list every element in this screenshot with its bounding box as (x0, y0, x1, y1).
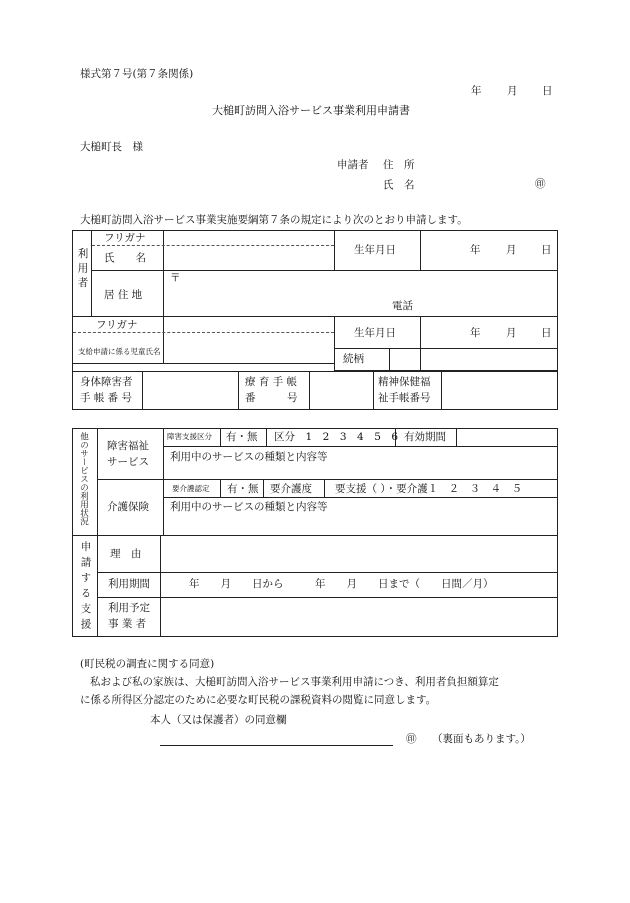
welfare-label-2: サービス (107, 456, 149, 468)
applicant-address-label: 住 所 (383, 159, 415, 171)
ryoiku-notebook-label-2: 番 号 (245, 392, 298, 404)
reason-label: 理 由 (110, 548, 142, 560)
user-residence-label: 居 住 地 (104, 289, 143, 301)
user-side-label: 利用者 (76, 248, 89, 292)
relation-label: 続柄 (343, 353, 364, 365)
ryoiku-notebook-label-1: 療 育 手 帳 (245, 376, 298, 388)
seal-mark: ㊞ (535, 178, 546, 190)
services-side-label: 他のサービスの利用状況 (78, 432, 89, 526)
user-birth-label: 生年月日 (354, 244, 396, 256)
user-name-label: 氏 名 (104, 252, 146, 264)
consent-body-line-1: 私および私の家族は、大槌町訪問入浴サービス事業利用申請につき、利用者負担額算定 (90, 676, 499, 688)
physical-notebook-label-2: 手 帳 番 号 (80, 392, 133, 404)
document-title: 大槌町訪問入浴サービス事業利用申請書 (212, 104, 410, 117)
physical-notebook-label-1: 身体障害者 (80, 376, 133, 388)
support-has-none: 有・無 (226, 431, 258, 443)
care-has-none: 有・無 (227, 483, 259, 495)
welfare-usage-detail: 利用中のサービスの種類と内容等 (170, 451, 328, 463)
intro-text: 大槌町訪問入浴サービス事業実施要綱第７条の規定により次のとおり申請します。 (80, 214, 468, 226)
child-birth-year: 年 (470, 327, 481, 339)
care-level-label: 要介護度 (270, 483, 312, 495)
date-day: 日 (542, 85, 553, 97)
care-cert-label: 要介護認定 (172, 484, 210, 493)
period-label: 利用期間 (108, 578, 150, 590)
child-birth-day: 日 (541, 327, 552, 339)
date-year: 年 (471, 85, 482, 97)
period-text: 年 月 日から 年 月 日まで（ 日間／月） (189, 578, 494, 590)
reverse-note: （裏面もあります。） (432, 733, 531, 745)
applicant-label: 申請者 (337, 159, 369, 171)
user-birth-day: 日 (541, 244, 552, 256)
care-usage-detail: 利用中のサービスの種類と内容等 (170, 501, 328, 513)
signature-line[interactable] (160, 745, 393, 746)
applicant-name-label: 氏 名 (383, 179, 415, 191)
user-birth-month: 月 (506, 244, 517, 256)
support-class-scale: 区分 1 2 3 4 5 6 (274, 431, 399, 443)
postal-mark: 〒 (170, 272, 181, 284)
care-level-scale: 要支援（ ）・要介護１ ２ ３ ４ ５ (335, 483, 523, 495)
provider-label-1: 利用予定 (108, 602, 150, 614)
mental-notebook-label-2: 祉手帳番号 (378, 392, 431, 404)
consent-seal-mark: ㊞ (406, 733, 417, 745)
consent-sign-label: 本人（又は保護者）の同意欄 (150, 714, 287, 726)
child-furigana-label: フリガナ (96, 319, 138, 331)
child-birth-label: 生年月日 (354, 327, 396, 339)
request-side-label: 申請する支援 (79, 541, 92, 634)
consent-heading: (町民税の調査に関する同意) (80, 658, 215, 670)
provider-label-2: 事 業 者 (108, 618, 147, 630)
support-class-label: 障害支援区分 (167, 432, 212, 441)
form-number: 様式第７号(第７条関係) (80, 68, 194, 80)
user-furigana-label: フリガナ (104, 232, 146, 244)
phone-label: 電話 (392, 300, 413, 312)
user-birth-year: 年 (470, 244, 481, 256)
care-insurance-label: 介護保険 (107, 501, 149, 513)
child-name-label: 支給申請に係る児童氏名 (78, 347, 161, 356)
consent-body-line-2: に係る所得区分認定のために必要な町民税の課税資料の閲覧に同意します。 (80, 694, 437, 706)
addressee: 大槌町長 様 (80, 141, 143, 153)
child-birth-month: 月 (506, 327, 517, 339)
valid-period-label: 有効期間 (404, 431, 446, 443)
date-month: 月 (507, 85, 518, 97)
welfare-label-1: 障害福祉 (107, 440, 149, 452)
mental-notebook-label-1: 精神保健福 (378, 376, 431, 388)
